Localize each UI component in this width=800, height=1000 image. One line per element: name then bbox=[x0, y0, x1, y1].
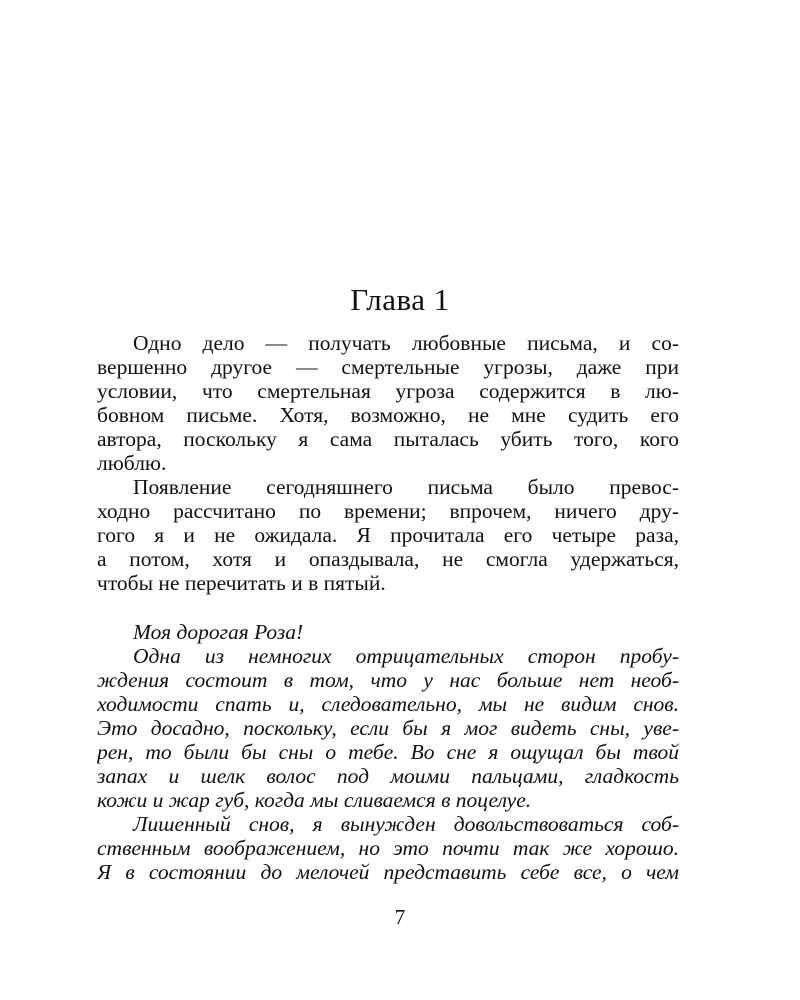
text-line: Одна из немногих отрицательных сторон пробу- bbox=[133, 644, 679, 668]
page-number: 7 bbox=[394, 905, 406, 929]
text-line: ходимости спать и, следовательно, мы не видим снов. bbox=[97, 692, 679, 716]
text-line: Моя дорогая Роза! bbox=[133, 620, 304, 644]
text-line: запах и шелк волос под моими пальцами, гладкость bbox=[97, 764, 679, 788]
body-paragraph-2 bbox=[97, 475, 679, 595]
text-line: а потом, хотя и опаздывала, не смогла удержаться, bbox=[97, 547, 679, 571]
text-line: условии, что смертельная угроза содержится в лю- bbox=[97, 379, 679, 403]
text-line: ждения состоит в том, что у нас больше нет необ- bbox=[97, 668, 679, 692]
chapter-title: Глава 1 bbox=[350, 282, 450, 317]
text-line: Лишенный снов, я вынужден довольствоваться соб- bbox=[133, 812, 679, 836]
text-line: Я в состоянии до мелочей представить себе все, о чем bbox=[97, 860, 679, 884]
text-line: кожи и жар губ, когда мы сливаемся в поцелуе. bbox=[97, 788, 532, 812]
text-line: ственным воображением, но это почти так же хорошо. bbox=[97, 836, 679, 860]
text-line: гого я и не ожидала. Я прочитала его четыре раза, bbox=[97, 523, 679, 547]
text-line: вершенно другое — смертельные угрозы, даже при bbox=[97, 355, 679, 379]
letter-paragraph-1 bbox=[97, 644, 679, 812]
text-line: Это досадно, поскольку, если бы я мог видеть сны, уве- bbox=[97, 716, 679, 740]
text-line: рен, то были бы сны о тебе. Во сне я ощущал бы твой bbox=[97, 740, 679, 764]
text-line: бовном письме. Хотя, возможно, не мне судить его bbox=[97, 403, 679, 427]
text-line: люблю. bbox=[97, 451, 167, 475]
letter-greeting bbox=[97, 620, 679, 644]
letter-paragraph-2 bbox=[97, 812, 679, 884]
body-paragraph-1 bbox=[97, 331, 679, 475]
text-line: автора, поскольку я сама пыталась убить того, кого bbox=[97, 427, 679, 451]
text-line: ходно рассчитано по времени; впрочем, ничего дру- bbox=[97, 499, 679, 523]
text-line: Одно дело — получать любовные письма, и со- bbox=[133, 331, 679, 355]
text-line: чтобы не перечитать и в пятый. bbox=[97, 571, 386, 595]
text-line: Появление сегодняшнего письма было превос- bbox=[133, 475, 679, 499]
